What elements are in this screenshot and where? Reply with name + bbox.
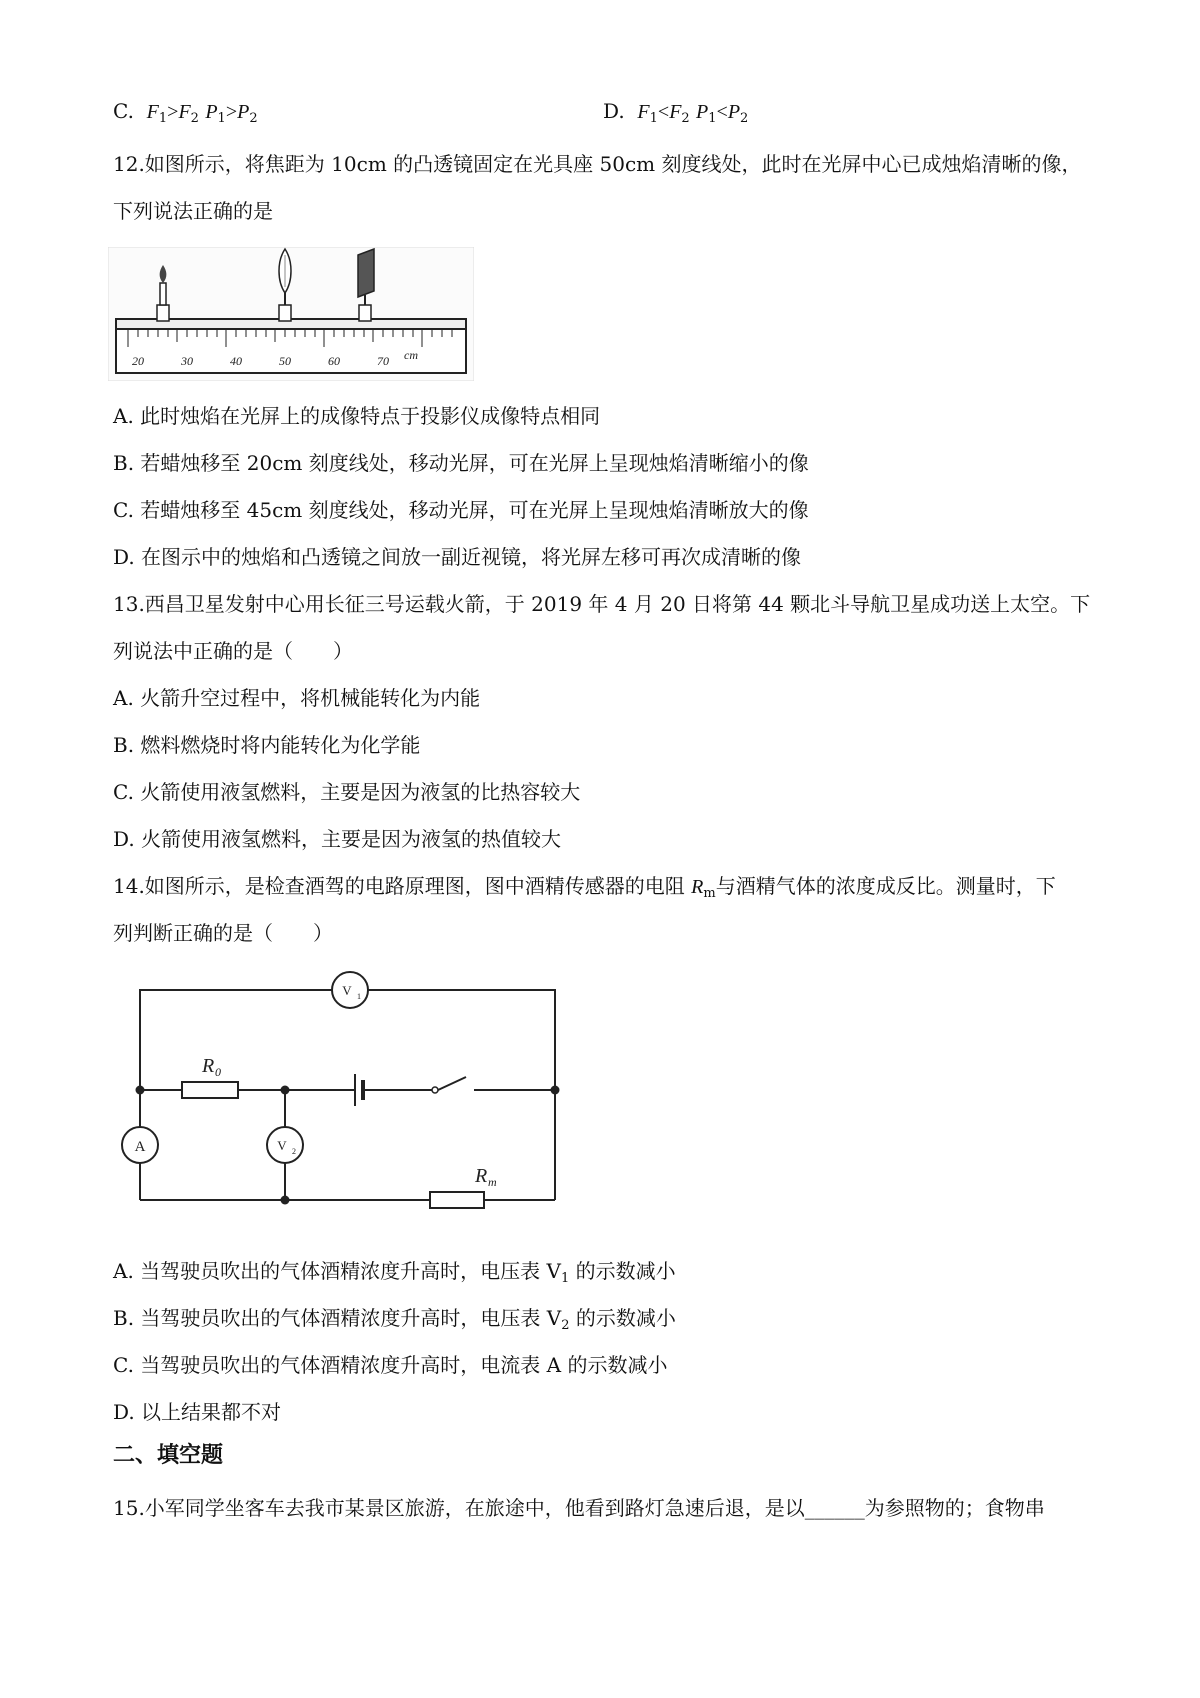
svg-text:2: 2: [292, 1147, 296, 1156]
voltmeter-v1: [332, 972, 368, 1008]
svg-text:A: A: [134, 1139, 146, 1155]
tick-unit: cm: [404, 348, 418, 362]
q12-option-c: C. 若蜡烛移至 45cm 刻度线处，移动光屏，可在光屏上呈现烛焰清晰放大的像: [113, 498, 809, 522]
tick-label-30: 30: [181, 354, 193, 368]
label-r0: R: [202, 1055, 215, 1077]
svg-text:1: 1: [357, 992, 361, 1001]
q13-option-d: D. 火箭使用液氢燃料，主要是因为液氢的热值较大: [113, 827, 562, 851]
q13-stem-line1: 13.西昌卫星发射中心用长征三号运载火箭，于 2019 年 4 月 20 日将第 44 颗北斗导航卫星成功送上太空。下: [113, 592, 1091, 616]
tick-label-60: 60: [328, 354, 340, 368]
voltmeter-v2: [267, 1127, 303, 1163]
resistor-rm: [430, 1192, 484, 1208]
section-heading-fill-in: 二、填空题: [113, 1443, 224, 1468]
q14-option-a: A. 当驾驶员吹出的气体酒精浓度升高时，电压表 $V_1$ 的示数减小: [113, 1259, 676, 1286]
svg-text:V: V: [277, 1138, 287, 1153]
q14-option-c: C. 当驾驶员吹出的气体酒精浓度升高时，电流表 A 的示数减小: [113, 1353, 668, 1377]
q12-option-b: B. 若蜡烛移至 20cm 刻度线处，移动光屏，可在光屏上呈现烛焰清晰缩小的像: [113, 451, 809, 475]
convex-lens: [279, 249, 291, 321]
q14-option-d: D. 以上结果都不对: [113, 1400, 282, 1424]
q12-option-d: D. 在图示中的烛焰和凸透镜之间放一副近视镜，将光屏左移可再次成清晰的像: [113, 545, 802, 569]
svg-text:V: V: [342, 983, 352, 998]
ammeter-a: [122, 1127, 158, 1163]
q14-option-b: B. 当驾驶员吹出的气体酒精浓度升高时，电压表 $V_2$ 的示数减小: [113, 1306, 676, 1333]
optical-bench-figure: [108, 247, 474, 381]
q12-stem-line2: 下列说法正确的是: [113, 199, 273, 223]
q11-option-c: C. $F_1>F_2$ $P_1>P_2$: [113, 99, 258, 126]
tick-label-70: 70: [377, 354, 389, 368]
q15-stem-line1: 15.小军同学坐客车去我市某景区旅游，在旅途中，他看到路灯急速后退，是以______为参照物的；食物串: [113, 1496, 1045, 1520]
svg-text:0: 0: [215, 1065, 221, 1079]
q13-option-b: B. 燃料燃烧时将内能转化为化学能: [113, 733, 421, 757]
q13-option-c: C. 火箭使用液氢燃料，主要是因为液氢的比热容较大: [113, 780, 581, 804]
tick-label-20: 20: [132, 354, 144, 368]
light-screen: [358, 249, 374, 321]
q14-stem-line1: 14.如图所示，是检查酒驾的电路原理图，图中酒精传感器的电阻 $R_m$与酒精气体的浓度成反比。测量时，下: [113, 874, 1056, 901]
circuit-diagram: [120, 960, 560, 1210]
q11-option-d: D. $F_1<F_2$ $P_1<P_2$: [603, 99, 749, 126]
q13-option-a: A. 火箭升空过程中，将机械能转化为内能: [113, 686, 481, 710]
q14-stem-line2: 列判断正确的是（ ）: [113, 921, 333, 945]
q12-stem-line1: 12.如图所示，将焦距为 10cm 的凸透镜固定在光具座 50cm 刻度线处，此时在光屏中心已成烛焰清晰的像，: [113, 152, 1082, 176]
tick-label-40: 40: [230, 354, 242, 368]
tick-label-50: 50: [279, 354, 291, 368]
q13-stem-line2: 列说法中正确的是（ ）: [113, 639, 353, 663]
q12-option-a: A. 此时烛焰在光屏上的成像特点于投影仪成像特点相同: [113, 404, 601, 428]
svg-text:m: m: [488, 1175, 497, 1189]
label-rm: R: [475, 1165, 488, 1187]
resistor-r0: [182, 1082, 238, 1098]
switch: [432, 1087, 438, 1093]
